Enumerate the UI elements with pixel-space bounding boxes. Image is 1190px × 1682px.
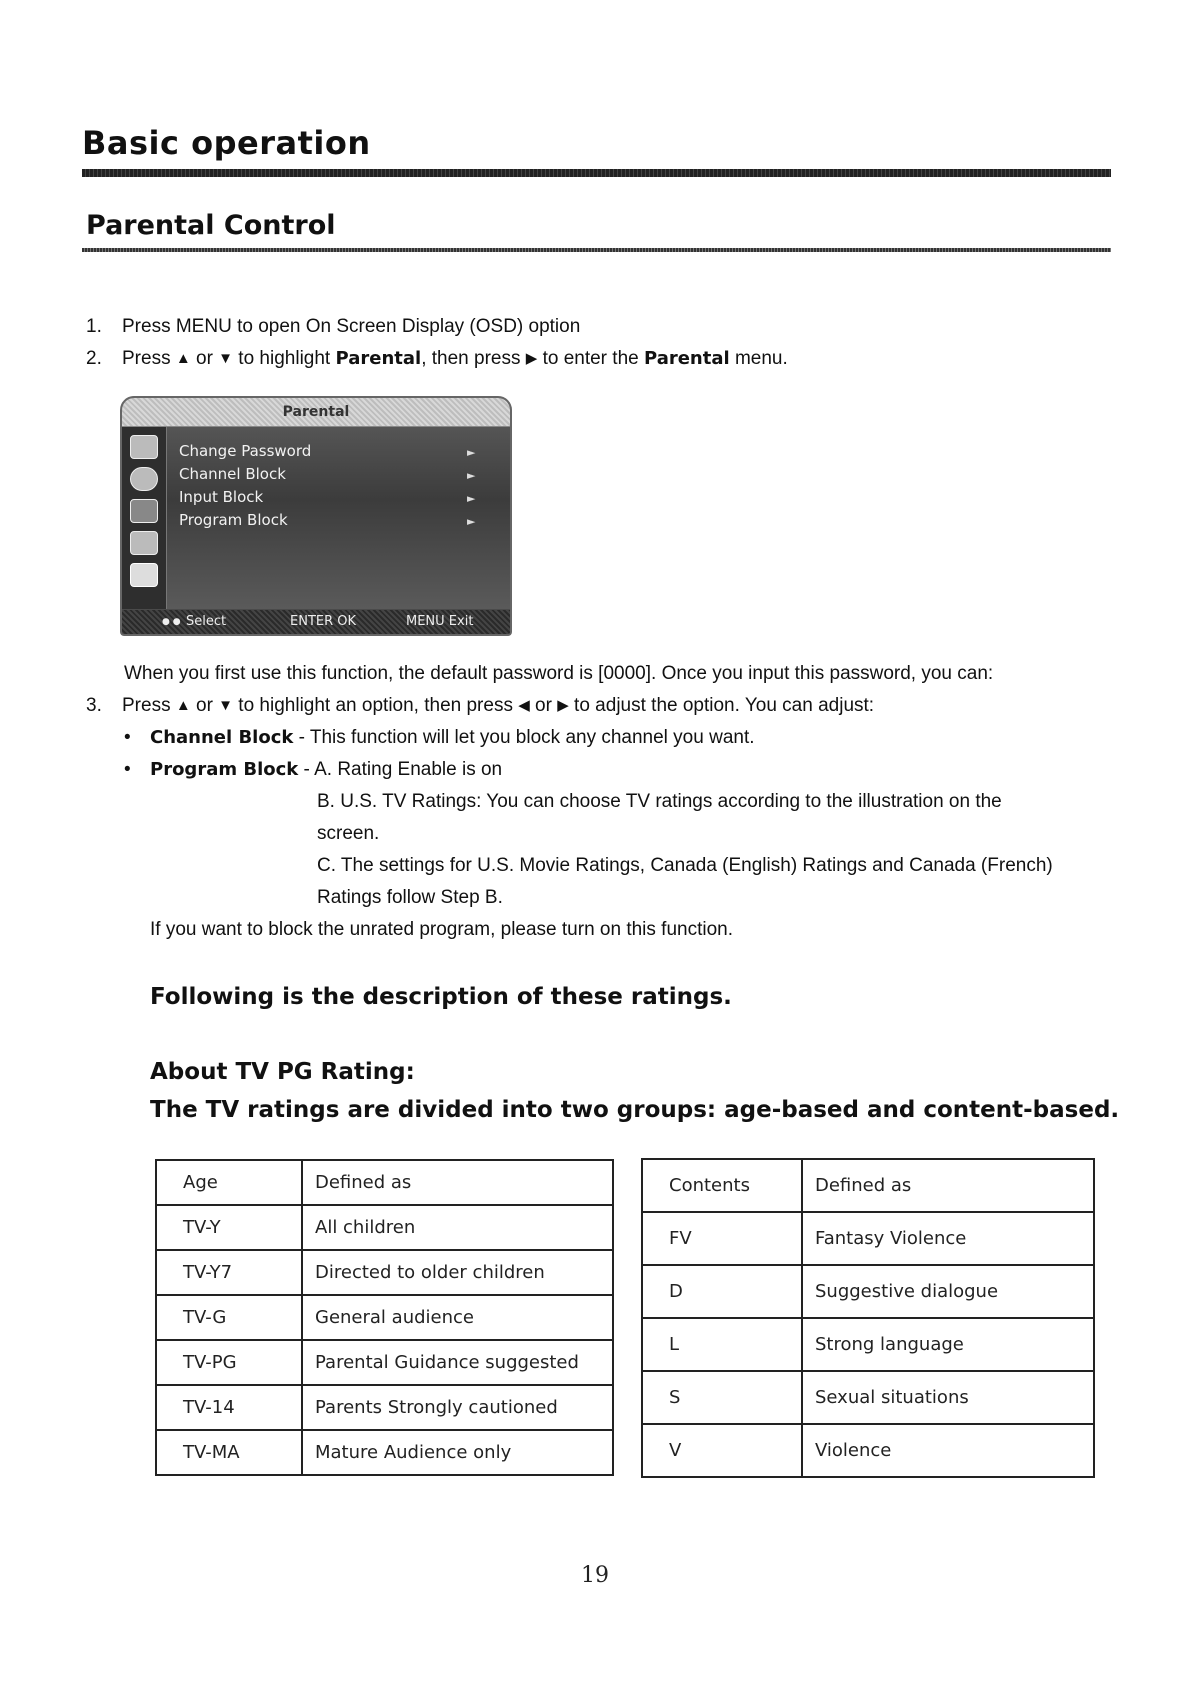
osd-item-program-block: Program Block	[179, 511, 288, 529]
table-row	[642, 1265, 1094, 1318]
content-ratings-table	[641, 1158, 1095, 1478]
bullet-icon: •	[124, 727, 131, 748]
up-down-arrows-icon: ● ●	[162, 617, 181, 627]
table-header-cell: Contents	[642, 1159, 802, 1212]
osd-footer-menu: MENU Exit	[406, 614, 474, 629]
osd-item-change-password: Change Password	[179, 442, 312, 460]
age-ratings-table	[155, 1159, 614, 1476]
right-arrow-icon: ▶	[557, 697, 569, 714]
step-2-text: Press ▲ or ▼ to highlight Parental, then press ▶ to enter the Parental menu.	[122, 348, 788, 369]
table-row	[642, 1371, 1094, 1424]
rating-code: TV-G	[156, 1295, 302, 1340]
table-row	[156, 1295, 613, 1340]
groups-heading: The TV ratings are divided into two groups: age-based and content-based.	[150, 1097, 1120, 1123]
clock-icon	[130, 499, 158, 523]
osd-menu-list	[167, 427, 510, 609]
content-code: D	[642, 1265, 802, 1318]
bullet-program-block: Program Block - A. Rating Enable is on	[150, 759, 503, 780]
content-definition: Strong language	[802, 1318, 1094, 1371]
bullet-channel-block: Channel Block - This function will let you block any channel you want.	[150, 727, 755, 748]
content-definition: Violence	[802, 1424, 1094, 1477]
table-header-row	[156, 1160, 613, 1205]
rating-definition: All children	[302, 1205, 613, 1250]
lock-icon	[130, 563, 158, 587]
table-row	[642, 1318, 1094, 1371]
left-arrow-icon: ◀	[518, 697, 530, 714]
program-block-b-line2: screen.	[317, 823, 380, 844]
table-row	[156, 1250, 613, 1295]
rating-code: TV-MA	[156, 1430, 302, 1475]
table-header-cell: Defined as	[802, 1159, 1094, 1212]
default-password-text: When you first use this function, the default password is [0000]. Once you input this password, you can:	[124, 663, 994, 684]
rating-definition: Parents Strongly cautioned	[302, 1385, 613, 1430]
osd-sidebar	[122, 427, 167, 609]
step-3-text: Press ▲ or ▼ to highlight an option, then press ◀ or ▶ to adjust the option. You can adjust:	[122, 695, 875, 716]
down-arrow-icon: ▼	[218, 350, 234, 367]
rating-definition: General audience	[302, 1295, 613, 1340]
content-definition: Fantasy Violence	[802, 1212, 1094, 1265]
table-row	[156, 1430, 613, 1475]
osd-footer-enter: ENTER OK	[290, 614, 357, 629]
rating-code: TV-Y7	[156, 1250, 302, 1295]
osd-parental-menu	[120, 396, 512, 636]
down-arrow-icon: ▼	[218, 697, 234, 714]
rating-code: TV-14	[156, 1385, 302, 1430]
up-arrow-icon: ▲	[175, 697, 191, 714]
content-code: FV	[642, 1212, 802, 1265]
osd-title: Parental	[122, 398, 510, 427]
osd-item-channel-block: Channel Block	[179, 465, 286, 483]
rating-code: TV-PG	[156, 1340, 302, 1385]
table-row	[156, 1385, 613, 1430]
content-code: L	[642, 1318, 802, 1371]
rating-definition: Mature Audience only	[302, 1430, 613, 1475]
table-header-cell: Defined as	[302, 1160, 613, 1205]
audio-icon	[130, 467, 158, 491]
table-row	[156, 1205, 613, 1250]
program-block-c-line1: C. The settings for U.S. Movie Ratings, Canada (English) Ratings and Canada (French)	[317, 855, 1053, 876]
osd-item-input-block: Input Block	[179, 488, 264, 506]
right-arrow-icon: ▶	[525, 350, 538, 367]
content-definition: Sexual situations	[802, 1371, 1094, 1424]
right-arrow-icon: ►	[467, 469, 476, 482]
section-title: Basic operation	[82, 124, 371, 162]
setup-icon	[130, 531, 158, 555]
tv-pg-heading: About TV PG Rating:	[150, 1059, 415, 1085]
program-block-b-line1: B. U.S. TV Ratings: You can choose TV ratings according to the illustration on the	[317, 791, 1002, 812]
subsection-title: Parental Control	[86, 210, 336, 241]
ratings-intro-heading: Following is the description of these ratings.	[150, 984, 732, 1010]
table-header-cell: Age	[156, 1160, 302, 1205]
rating-definition: Directed to older children	[302, 1250, 613, 1295]
step-number: 2.	[86, 348, 102, 369]
rating-definition: Parental Guidance suggested	[302, 1340, 613, 1385]
subsection-divider	[82, 248, 1111, 252]
page-number: 19	[581, 1563, 609, 1588]
step-1-text: Press MENU to open On Screen Display (OSD) option	[122, 316, 581, 337]
unrated-text: If you want to block the unrated program, please turn on this function.	[150, 919, 734, 940]
osd-footer	[122, 610, 510, 634]
bullet-icon: •	[124, 759, 131, 780]
right-arrow-icon: ►	[467, 446, 476, 459]
content-code: V	[642, 1424, 802, 1477]
table-header-row	[642, 1159, 1094, 1212]
right-arrow-icon: ►	[467, 515, 476, 528]
section-divider	[82, 169, 1111, 177]
picture-icon	[130, 435, 158, 459]
content-definition: Suggestive dialogue	[802, 1265, 1094, 1318]
step-number: 3.	[86, 695, 102, 716]
up-arrow-icon: ▲	[175, 350, 191, 367]
step-number: 1.	[86, 316, 102, 337]
table-row	[642, 1212, 1094, 1265]
table-row	[642, 1424, 1094, 1477]
right-arrow-icon: ►	[467, 492, 476, 505]
content-code: S	[642, 1371, 802, 1424]
table-row	[156, 1340, 613, 1385]
program-block-c-line2: Ratings follow Step B.	[317, 887, 503, 908]
osd-footer-select: Select	[186, 614, 227, 629]
rating-code: TV-Y	[156, 1205, 302, 1250]
